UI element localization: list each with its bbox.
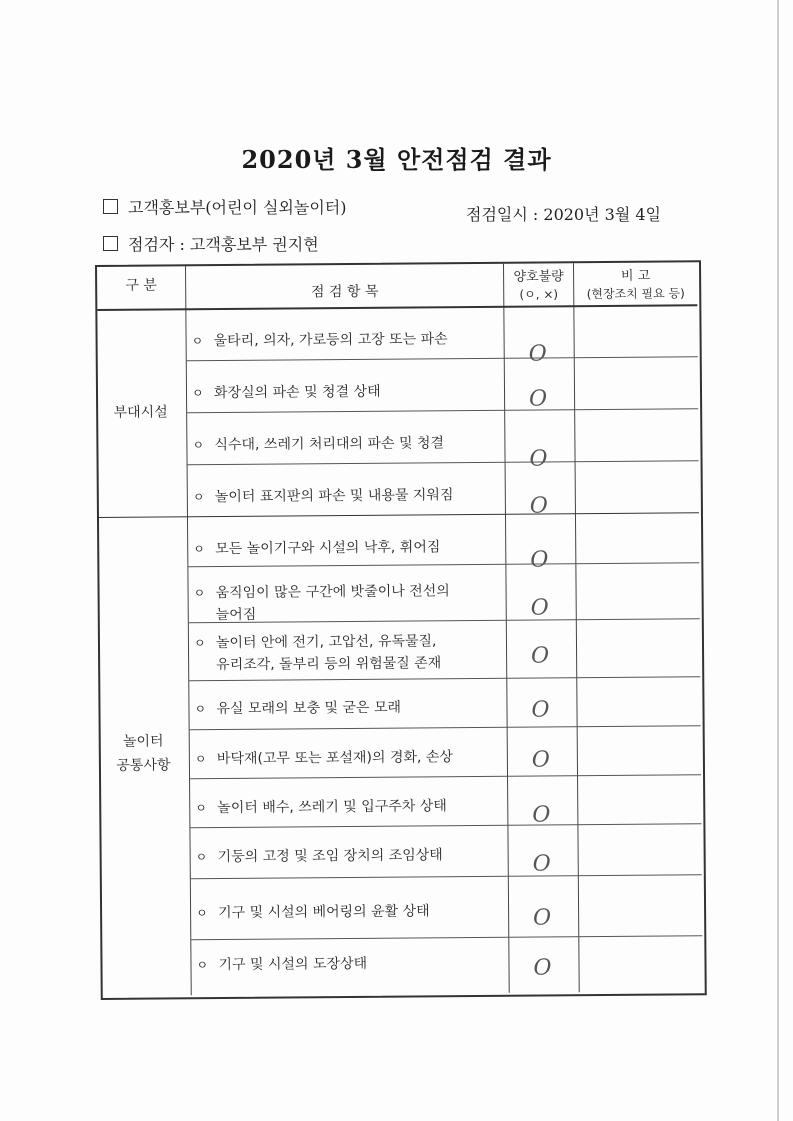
list-item: ㅇ 놀이터 표지판의 파손 및 내용물 지워짐 — [192, 487, 454, 506]
inspector-line — [103, 232, 319, 255]
result-mark: O — [532, 851, 551, 877]
list-item: ㅇ 모든 놀이기구와 시설의 낙후, 휘어짐 — [193, 539, 441, 558]
category-facilities: 부대시설 — [113, 404, 168, 421]
result-mark: O — [533, 905, 552, 931]
list-item: ㅇ 기구 및 시설의 도장상태 — [196, 955, 368, 974]
result-mark: O — [530, 643, 550, 669]
result-mark: O — [529, 446, 548, 472]
header-items: 점 검 항 목 — [310, 283, 379, 301]
result-mark: O — [531, 747, 551, 773]
header-result: 양호불량 — [513, 269, 564, 285]
target-line — [103, 195, 347, 218]
inspection-table — [95, 260, 707, 1000]
category-playground-line1: 놀이터 — [122, 733, 164, 750]
inspection-date: 점검일시 : 2020년 3월 4일 — [466, 205, 662, 224]
result-mark: O — [533, 955, 552, 981]
checkbox-icon[interactable] — [103, 236, 118, 251]
list-item: ㅇ 유실 모래의 보충 및 굳은 모래 — [194, 699, 402, 718]
list-item: ㅇ 바닥재(고무 또는 포설재)의 경화, 손상 — [194, 749, 453, 768]
list-item: ㅇ 움직임이 많은 구간에 밧줄이나 전선의 늘어짐 — [193, 583, 450, 624]
target-text: 고객홍보부(어린이 실외놀이터) — [128, 198, 347, 217]
list-item: ㅇ 식수대, 쓰레기 처리대의 파손 및 청결 — [192, 435, 445, 454]
result-mark: O — [530, 547, 549, 573]
list-item: ㅇ 놀이터 안에 전기, 고압선, 유독물질, 유리조각, 돌부리 등의 위험물질 존재 — [193, 633, 442, 674]
list-item: ㅇ 기둥의 고정 및 조임 장치의 조임상태 — [195, 847, 443, 866]
list-item: ㅇ 화장실의 파손 및 청결 상태 — [191, 383, 381, 402]
result-mark: O — [532, 802, 551, 828]
header-remarks: 비 고 — [620, 268, 651, 284]
list-item: ㅇ 기구 및 시설의 베어링의 윤활 상태 — [196, 903, 430, 922]
category-playground-line2: 공통사항 — [116, 757, 171, 774]
header-remarks-sub: (현장조치 필요 등) — [586, 286, 685, 302]
header-category: 구 분 — [125, 277, 157, 294]
result-mark: O — [528, 341, 547, 367]
result-mark: O — [531, 697, 550, 723]
document-title: 2020년 3월 안전점검 결과 — [241, 145, 552, 174]
result-mark: O — [528, 386, 548, 412]
list-item: ㅇ 울타리, 의자, 가로등의 고장 또는 파손 — [191, 331, 448, 350]
inspector-text: 점검자 : 고객홍보부 권지현 — [128, 235, 319, 254]
list-item: ㅇ 놀이터 배수, 쓰레기 및 입구주차 상태 — [195, 798, 447, 817]
checkbox-icon[interactable] — [103, 199, 118, 214]
header-result-sub: (ㅇ, ×) — [519, 287, 559, 302]
result-mark: O — [529, 493, 549, 519]
result-mark: O — [530, 595, 549, 621]
